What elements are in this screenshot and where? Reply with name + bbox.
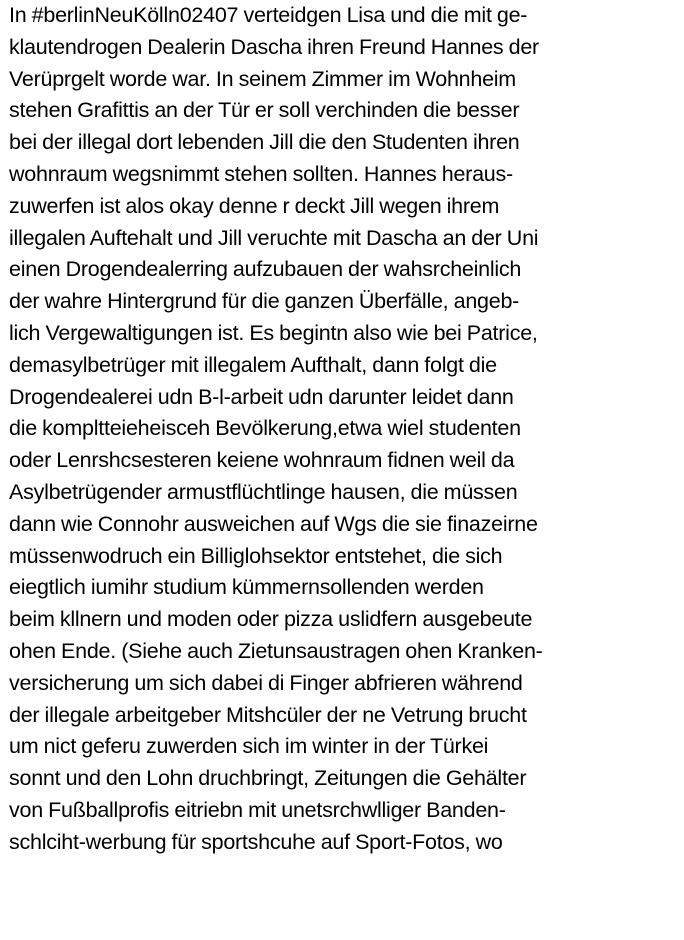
text-line-19: eiegtlich iumihr studium kümmernsollenden werden: [9, 575, 484, 600]
text-line-24: um nict geferu zuwerden sich im winter in der Türkei: [9, 734, 489, 759]
text-line-12: demasylbetrüger mit illegalem Aufthalt, dann folgt die: [9, 352, 497, 377]
text-line-5: bei der illegal dort lebenden Jill die den Studenten ihren: [9, 130, 520, 155]
text-line-4: stehen Grafittis an der Tür er soll verchinden die besser: [9, 98, 520, 123]
text-line-22: versicherung um sich dabei di Finger abfrieren während: [9, 670, 523, 695]
text-line-20: beim kllnern und moden oder pizza uslidfern ausgebeute: [9, 607, 533, 632]
text-line-9: einen Drogendealerring aufzubauen der wahsrcheinlich: [9, 257, 522, 282]
text-line-8: illegalen Auftehalt und Jill veruchte mit Dascha an der Uni: [9, 225, 539, 250]
text-line-1: In #berlinNeuKölln02407 verteidgen Lisa und die mit ge-: [9, 3, 528, 27]
text-line-7: zuwerfen ist alos okay denne r deckt Jill wegen ihrem: [9, 193, 500, 218]
text-line-2: klautendrogen Dealerin Dascha ihren Freund Hannes der: [9, 34, 539, 59]
text-line-11: lich Vergewaltigungen ist. Es begintn also wie bei Patrice,: [9, 320, 538, 345]
text-line-25: sonnt und den Lohn druchbringt, Zeitungen die Gehälter: [9, 766, 527, 791]
text-line-15: oder Lenrshcsesteren keiene wohnraum fidnen weil da: [9, 448, 515, 473]
text-line-3: Verüprgelt worde war. In seinem Zimmer im Wohnheim: [9, 66, 516, 91]
text-line-23: der illegale arbeitgeber Mitshcüler der ne Vetrung brucht: [9, 702, 527, 727]
text-line-6: wohnraum wegsnimmt stehen sollten. Hannes heraus-: [9, 161, 513, 186]
text-line-13: Drogendealerei udn B-l-arbeit udn darunter leidet dann: [9, 384, 514, 409]
text-line-21: ohen Ende. (Siehe auch Zietunsaustragen ohen Kranken-: [9, 638, 543, 663]
body-text: [9, 0, 684, 859]
text-line-10: der wahre Hintergrund für die ganzen Überfälle, angeb-: [9, 289, 520, 314]
text-line-18: müssenwodruch ein Billiglohsektor entstehet, die sich: [9, 543, 503, 568]
text-line-26: von Fußballprofis eitriebn mit unetsrchwlliger Banden-: [9, 797, 506, 822]
text-line-27: schlciht-werbung für sportshcuhe auf Sport-Fotos, wo: [9, 829, 503, 854]
text-line-17: dann wie Connohr ausweichen auf Wgs die sie finazeirne: [9, 511, 538, 536]
text-line-14: die kompltteieheisceh Bevölkerung,etwa wiel studenten: [9, 416, 521, 441]
text-line-16: Asylbetrügender armustflüchtlinge hausen, die müssen: [9, 479, 518, 504]
